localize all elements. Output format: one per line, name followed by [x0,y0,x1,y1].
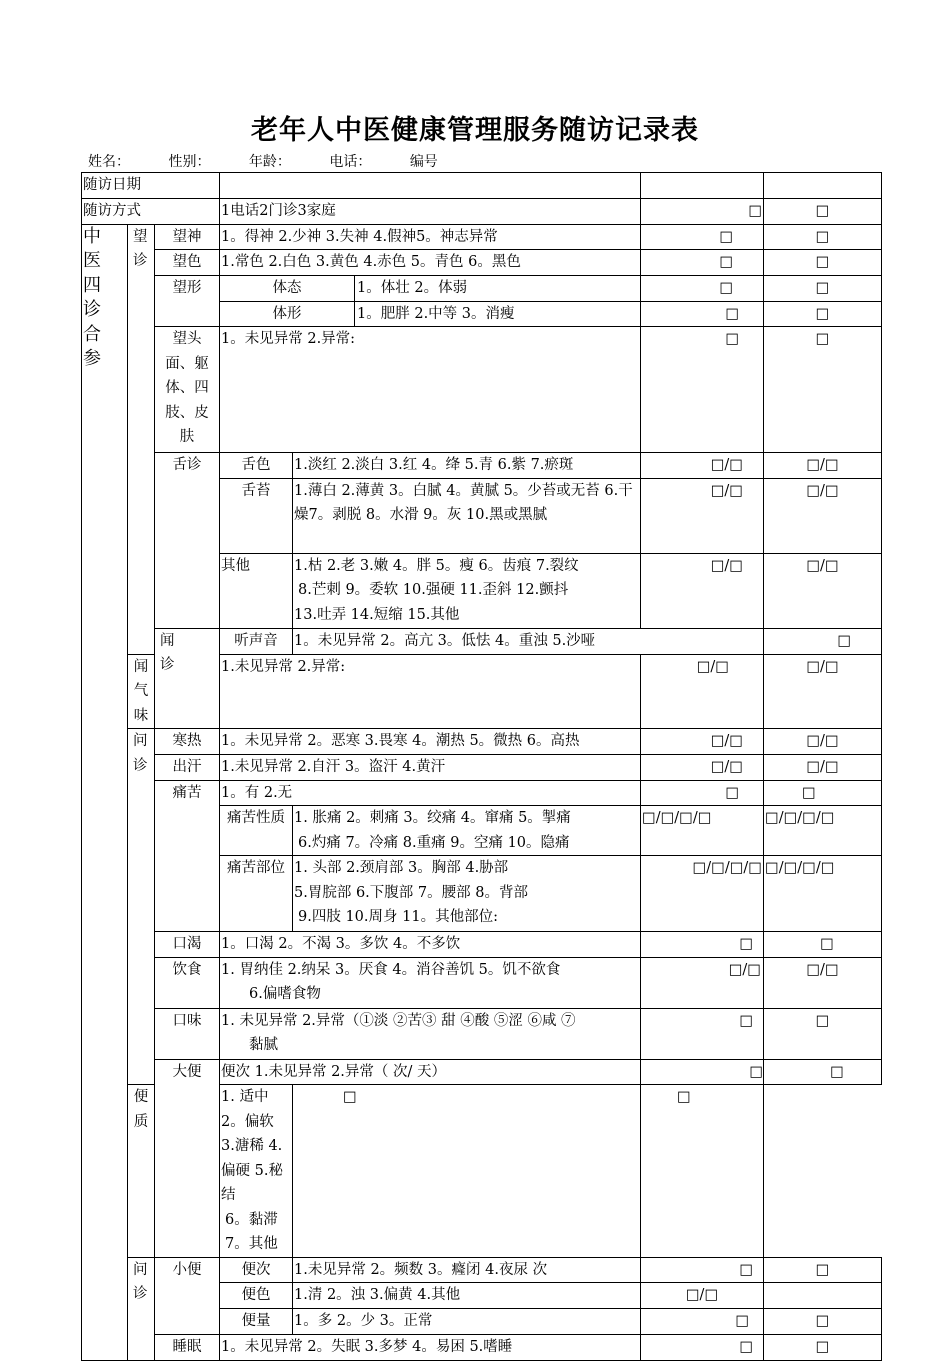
checkbox[interactable]: □ [764,1334,882,1360]
checkbox[interactable]: □/□/□/□ [641,856,764,932]
options-cell: 1. 头部 2.颈肩部 3。胸部 4.胁部 5.胃脘部 6.下腹部 7。腰部 8。背部 9.四肢 10.周身 11。其他部位: [293,856,641,932]
label-cell: 舌色 [220,453,293,479]
checkbox[interactable]: □/□ [641,1283,764,1309]
checkbox[interactable]: □/□ [641,553,764,628]
checkbox[interactable]: □/□ [641,478,764,553]
label-cell: 舌苔 [220,478,293,553]
options-cell: 1.未见异常 2.异常: [220,654,641,729]
label-cell: 大便 [155,1059,220,1257]
checkbox[interactable]: □/□ [641,755,764,781]
checkbox[interactable]: □ [764,224,882,250]
value-cell[interactable] [764,173,882,199]
checkbox[interactable]: □ [764,1257,882,1283]
options-cell: 1. 未见异常 2.异常（①淡 ②苦③ 甜 ④酸 ⑤涩 ⑥咸 ⑦ 黏腻 [220,1008,641,1059]
label-cell: 随访日期 [82,173,220,199]
gender-label: 性别： [168,154,211,170]
table-row [82,250,882,276]
checkbox[interactable]: □ [764,199,882,225]
label-cell: 痛苦部位 [220,856,293,932]
checkbox[interactable]: □/□ [641,957,764,1008]
label-cell: 口味 [155,1008,220,1059]
sub-row: 体态 1。体壮 2。体弱 [220,276,641,302]
table-row [82,729,882,755]
label-cell: 其他 [220,553,293,628]
label-cell: 便质 [128,1085,155,1258]
checkbox[interactable]: □ [641,1008,764,1059]
label-cell: 望色 [155,250,220,276]
checkbox[interactable]: □ [641,199,764,225]
checkbox[interactable]: □ [641,1334,764,1360]
table-row [82,628,882,654]
value-cell[interactable] [220,173,641,199]
table-row [82,224,882,250]
checkbox[interactable]: □ [641,250,764,276]
table-row [82,453,882,479]
options-cell: 1。口渴 2。不渴 3。多饮 4。不多饮 [220,932,641,958]
number-label: 编号 [409,154,438,170]
category-wen-wen: 问诊 [128,729,155,1085]
options-cell: 1.枯 2.老 3.嫩 4。胖 5。瘦 6。齿痕 7.裂纹 8.芒刺 9。委软 10.强硬 11.歪斜 12.颤抖 13.吐弄 14.短缩 15.其他 [293,553,641,628]
category-wen-sheng: 闻诊 [155,628,220,729]
table-row [82,780,882,806]
options-cell: 1. 适中 2。偏软 3.溏稀 4.偏硬 5.秘结 6。黏滞 7。其他 [220,1085,293,1258]
options-cell: 1. 胀痛 2。刺痛 3。绞痛 4。窜痛 5。掣痛 6.灼痛 7。冷痛 8.重痛 9。空痛 10。隐痛 [293,806,641,856]
label-cell: 便次 [220,1257,293,1283]
checkbox[interactable]: □ [641,1257,764,1283]
checkbox[interactable]: □ [764,1059,882,1085]
checkbox[interactable]: □ [293,1085,641,1258]
checkbox[interactable]: □/□ [764,553,882,628]
checkbox[interactable]: □/□/□/□ [764,856,882,932]
options-cell: 1。得神 2.少神 3.失神 4.假神5。神志异常 [220,224,641,250]
table-row [82,1008,882,1059]
checkbox[interactable]: □ [764,932,882,958]
label-cell: 闻气味 [128,654,155,729]
label-cell: 舌诊 [155,453,220,629]
table-row [82,932,882,958]
checkbox[interactable]: □/□ [764,478,882,553]
sub-row: 体形 1。肥胖 2.中等 3。消瘦 [220,301,641,327]
checkbox[interactable]: □ [641,1085,764,1258]
checkbox[interactable]: □ [641,1059,764,1085]
label-cell: 饮食 [155,957,220,1008]
options-cell: 1。未见异常 2。失眠 3.多梦 4。易困 5.嗜睡 [220,1334,641,1360]
category-wen-wen-2: 问诊 [128,1257,155,1360]
table-row [82,957,882,1008]
label-cell: 随访方式 [82,199,220,225]
checkbox[interactable]: □ [764,250,882,276]
checkbox[interactable]: □/□ [764,654,882,729]
patient-info-line [88,151,472,171]
label-cell: 便色 [220,1283,293,1309]
label-cell: 痛苦 [155,780,220,932]
table-row [82,276,882,302]
table-row [82,199,882,225]
table-row [82,755,882,781]
checkbox[interactable]: □ [764,628,882,654]
options-cell: 1.未见异常 2.自汗 3。盗汗 4.黄汗 [220,755,641,781]
options-cell: 1.清 2。浊 3.偏黄 4.其他 [293,1283,641,1309]
checkbox[interactable]: □ [641,224,764,250]
table-row [82,1257,882,1283]
phone-label: 电话： [329,154,372,170]
checkbox[interactable]: □ [764,1309,882,1335]
checkbox[interactable]: □/□ [641,729,764,755]
checkbox[interactable]: □/□ [641,453,764,479]
checkbox[interactable]: □ [641,301,764,327]
label-cell: 痛苦性质 [220,806,293,856]
checkbox[interactable]: □/□/□/□ [764,806,882,856]
label-cell: 睡眠 [155,1334,220,1360]
options-cell: 1。未见异常 2。高亢 3。低怯 4。重浊 5.沙哑 [293,628,764,654]
table-row [82,1059,882,1085]
label-cell: 口渴 [155,932,220,958]
table-row [82,1334,882,1360]
checkbox[interactable]: □ [764,1008,882,1059]
options-cell: 1.淡红 2.淡白 3.红 4。绛 5.青 6.紫 7.瘀斑 [293,453,641,479]
checkbox[interactable]: □/□ [764,729,882,755]
options-cell: 1.未见异常 2。频数 3。癃闭 4.夜尿 次 [293,1257,641,1283]
checkbox[interactable]: □/□/□/□ [641,806,764,856]
checkbox[interactable]: □/□ [764,755,882,781]
options-cell: 1。有 2.无 [220,780,641,806]
category-sizhen: 中医四诊合参 [82,224,128,1360]
label-cell: 听声音 [220,628,293,654]
options-cell: 1.常色 2.白色 3.黄色 4.赤色 5。青色 6。黑色 [220,250,641,276]
checkbox[interactable]: □ [641,932,764,958]
label-cell: 望形 [155,276,220,327]
category-wang: 望诊 [128,224,155,654]
checkbox[interactable]: □ [764,276,882,302]
options-cell: 1。未见异常 2。恶寒 3.畏寒 4。潮热 5。微热 6。高热 [220,729,641,755]
followup-record-table [81,172,882,1361]
checkbox[interactable]: □ [641,276,764,302]
checkbox[interactable]: □/□ [764,957,882,1008]
checkbox[interactable]: □ [641,327,764,453]
label-cell: 寒热 [155,729,220,755]
label-cell: 出汗 [155,755,220,781]
checkbox[interactable]: □ [641,1309,764,1335]
label-cell: 小便 [155,1257,220,1334]
value-cell[interactable] [764,1283,882,1309]
age-label: 年龄： [248,154,291,170]
options-cell: 便次 1.未见异常 2.异常（ 次/ 天） [220,1059,641,1085]
checkbox[interactable]: □ [764,780,882,806]
options-cell: 1.薄白 2.薄黄 3。白腻 4。黄腻 5。少苔或无苔 6.干燥7。剥脱 8。水滑 9。灰 10.黑或黑腻 [293,478,641,553]
checkbox[interactable]: □/□ [641,654,764,729]
options-cell: 1. 胃纳佳 2.纳呆 3。厌食 4。消谷善饥 5。饥不欲食 6.偏嗜食物 [220,957,641,1008]
table-row [82,173,882,199]
checkbox[interactable]: □/□ [764,453,882,479]
checkbox[interactable]: □ [764,327,882,453]
options-cell: 1电话2门诊3家庭 [220,199,641,225]
options-cell: 1。未见异常 2.异常: [220,327,641,453]
label-cell: 望头面、躯体、四肢、皮肤 [155,327,220,453]
label-cell: 望神 [155,224,220,250]
label-cell: 便量 [220,1309,293,1335]
page-title: 老年人中医健康管理服务随访记录表 [251,115,699,146]
checkbox[interactable]: □ [641,780,764,806]
table-row [82,327,882,453]
name-label: 姓名： [88,154,130,170]
checkbox[interactable]: □ [764,301,882,327]
value-cell[interactable] [641,173,764,199]
options-cell: 1。多 2。少 3。正常 [293,1309,641,1335]
